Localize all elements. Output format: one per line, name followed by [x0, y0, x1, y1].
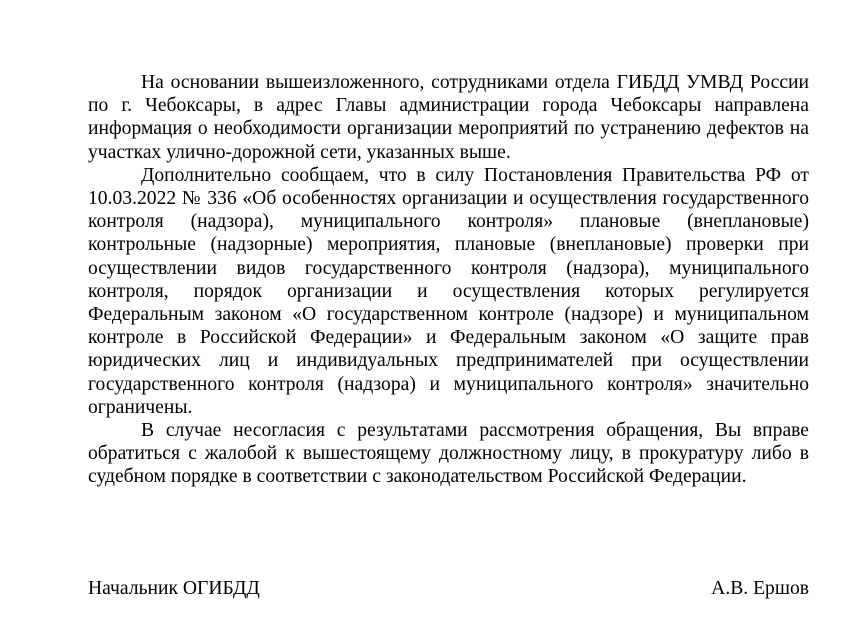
signatory-position: Начальник ОГИБДД [88, 578, 260, 599]
signature-block [88, 577, 809, 600]
paragraph-request-info: На основании вышеизложенного, сотрудниками отдела ГИБДД УМВД России по г. Чебоксары, в адрес Главы администрации города Чебоксары направлена информация о необходимости организации мероприятий по устранению дефектов на участках улично-дорожной сети, указанных выше. [88, 72, 809, 163]
document-body [88, 71, 809, 489]
paragraph-government-decree: Дополнительно сообщаем, что в силу Постановления Правительства РФ от 10.03.2022 № 336 «Об особенностях организации и осуществления государственного контроля (надзора), муниципального контроля» плановые (внеплановые) контрольные (надзорные) мероприятия, плановые (внеплановые) проверки при осуществлении видов государственного контроля (надзора), муниципального контроля, порядок организации и осуществления которых регулируется Федеральным законом «О государственном контроле (надзоре) и муниципальном контроле в Российской Федерации» и Федеральным законом «О защите прав юридических лиц и индивидуальных предпринимателей при осуществлении государственного контроля (надзора) и муниципального контроля» значительно ограничены. [88, 164, 809, 418]
paragraph-appeal-rights: В случае несогласия с результатами рассмотрения обращения, Вы вправе обратиться с жалобой к вышестоящему должностному лицу, в прокуратуру либо в судебном порядке в соответствии с законодательством Российской Федерации. [88, 420, 809, 488]
signatory-name: А.В. Ершов [711, 578, 809, 599]
